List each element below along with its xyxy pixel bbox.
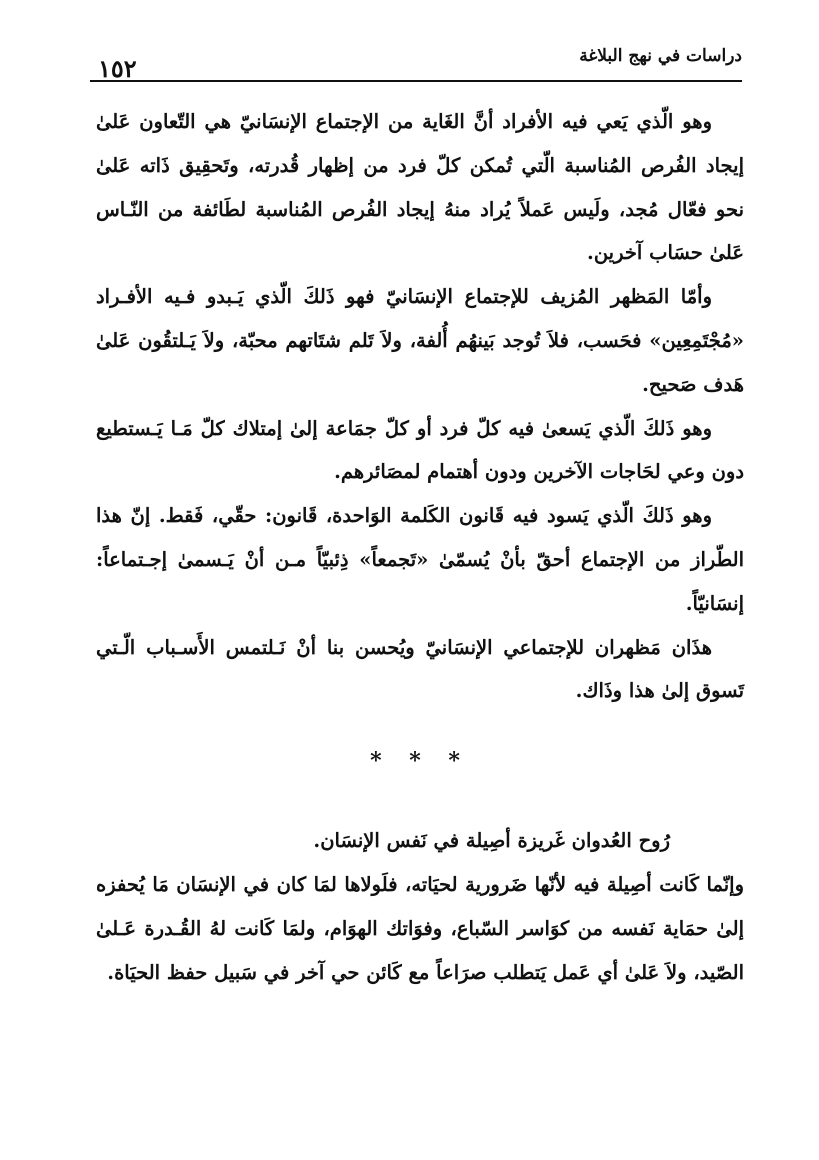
- paragraph: هذَان مَظهران للإجتماعي الإنسَانيّ ويُحسن بنا أنْ نَـلتمس الأَسـباب الّـتي تَسوق إلىٰ هذا وذَاك.: [96, 635, 744, 703]
- header-rule: [90, 80, 742, 82]
- page-body: [96, 100, 744, 994]
- paragraph: وأمّا المَظهر المُزيف للإجتماع الإنسَانيّ فهو ذَلكَ الّذي يَـبدو فـيه الأفـراد «مُجْتَمِعِين» فحَسب، فلاَ تُوجد بَينهُم أُلفة، ولاَ تَلم شتَاتهم محبّة، ولاَ يَـلتقُون عَلىٰ هَدف صَحيح.: [96, 285, 744, 396]
- paragraph: وإنّما كَانت أصِيلة فيه لأنّها ضَرورية لحيَاته، فلَولاها لمَا كان في الإنسَان مَا يُحفزه إلىٰ حمَاية نَفسه من كوَاسر السّباع، وفوَاتك الهوَام، ولمَا كَانت لهُ القُـدرة عَـلىٰ الصّيد، ولاَ عَلىٰ أي عَمل يَتطلب صرَاعاً مع كَائن حي آخر في سَبيل حفظ الحيَاة.: [96, 872, 744, 984]
- page-header: [90, 40, 742, 88]
- section-opening-line: رُوح العُدوان غَريزة أصِيلة في نَفس الإنسَان.: [313, 829, 670, 853]
- section-separator: * * *: [370, 748, 470, 775]
- paragraph: وهو الّذي يَعي فيه الأفراد أنَّ الغَاية من الإجتماع الإنسَانيّ هي التّعاون عَلىٰ إيجاد الفُرص المُناسبة الّتي تُمكن كلّ فرد من إظهار قُدرته، وتَحقِيق ذَاته عَلىٰ نحو فعّال مُجد، ولَيس عَملاً يُراد منهُ إيجاد الفُرص المُناسبة لطَائفة من النّـاس عَلىٰ حسَاب آخرين.: [96, 110, 744, 265]
- paragraph: وهو ذَلكَ الّذي يَسود فيه قَانون الكَلمة الوَاحدة، قَانون: حقّي، فَقط. إنّ هذا الطّراز من الإجتماع أحقّ بأنْ يُسمّىٰ «تَجمعاً» ذِئبيّاً مـن أنْ يَـسمىٰ إجـتماعاً: إنسَانيّاً.: [96, 504, 744, 615]
- page-number: ١٥٢: [98, 54, 137, 83]
- running-title: دراسات في نهج البلاغة: [579, 46, 742, 66]
- paragraph: وهو ذَلكَ الّذي يَسعىٰ فيه كلّ فرد أو كلّ جمَاعة إلىٰ إمتلاك كلّ مَـا يَـستطيع دون وعي لحَاجات الآخرين ودون أهتمام لمصَائرهم.: [96, 416, 744, 484]
